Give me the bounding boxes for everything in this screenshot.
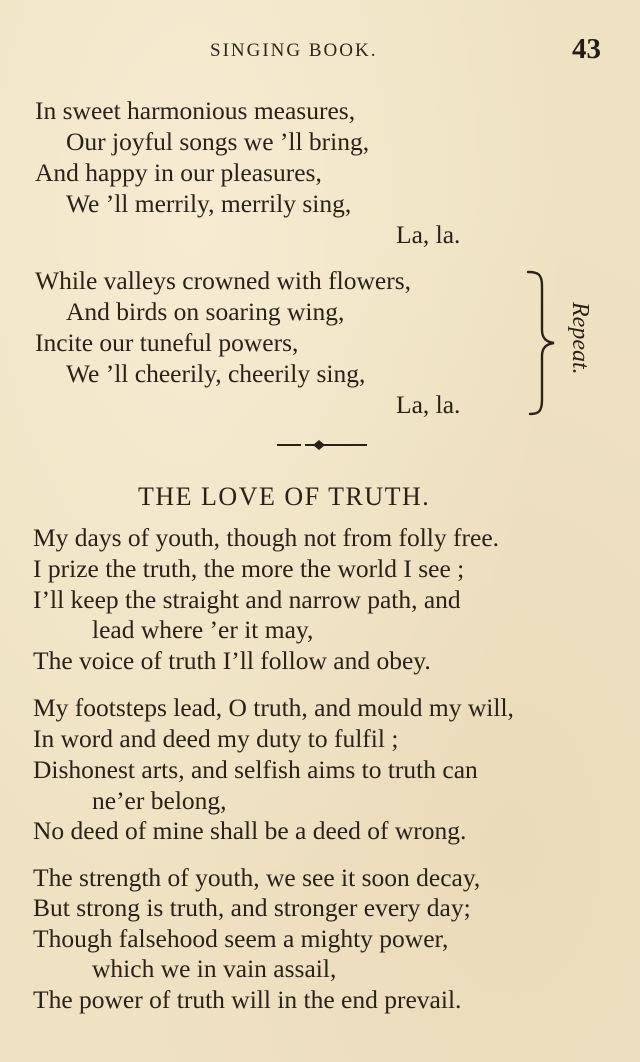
verse-line: Our joyful songs we ’ll bring, [66, 127, 370, 156]
verse-line-continuation: lead where ’er it may, [92, 615, 314, 644]
repeat-label: Repeat. [567, 302, 593, 375]
verse-line: And birds on soaring wing, [66, 297, 345, 326]
verse-line: My footsteps lead, O truth, and mould my will, [33, 693, 514, 722]
verse-line: And happy in our pleasures, [35, 158, 322, 187]
verse-line: I’ll keep the straight and narrow path, and [33, 585, 461, 614]
verse-line: Dishonest arts, and selfish aims to truth can [33, 755, 478, 784]
verse-line: The voice of truth I’ll follow and obey. [33, 646, 431, 675]
verse-line: In word and deed my duty to fulfil ; [33, 724, 399, 753]
verse-line: But strong is truth, and stronger every day; [33, 893, 471, 922]
verse-line: No deed of mine shall be a deed of wrong. [33, 816, 467, 845]
poem-title: THE LOVE OF TRUTH. [138, 482, 431, 511]
verse-line: My days of youth, though not from folly free. [33, 523, 500, 552]
refrain-line: La, la. [396, 390, 461, 419]
verse-line: I prize the truth, the more the world I see ; [33, 554, 465, 583]
verse-line: In sweet harmonious measures, [35, 96, 356, 125]
verse-line: We ’ll merrily, merrily sing, [66, 189, 352, 218]
verse-line: The strength of youth, we see it soon decay, [33, 863, 481, 892]
page-number: 43 [572, 33, 601, 65]
verse-line-continuation: which we in vain assail, [92, 954, 337, 983]
verse-line-continuation: ne’er belong, [92, 786, 227, 815]
verse-line: We ’ll cheerily, cheerily sing, [66, 359, 366, 388]
verse-line: While valleys crowned with flowers, [35, 266, 412, 295]
section-divider-diamond-icon [275, 438, 370, 452]
refrain-line: La, la. [396, 220, 461, 249]
verse-line: The power of truth will in the end prevail. [33, 985, 462, 1014]
verse-line: Though falsehood seem a mighty power, [33, 924, 449, 953]
running-head: SINGING BOOK. [210, 40, 378, 61]
verse-line: Incite our tuneful powers, [35, 328, 299, 357]
curly-brace-icon [526, 268, 560, 418]
